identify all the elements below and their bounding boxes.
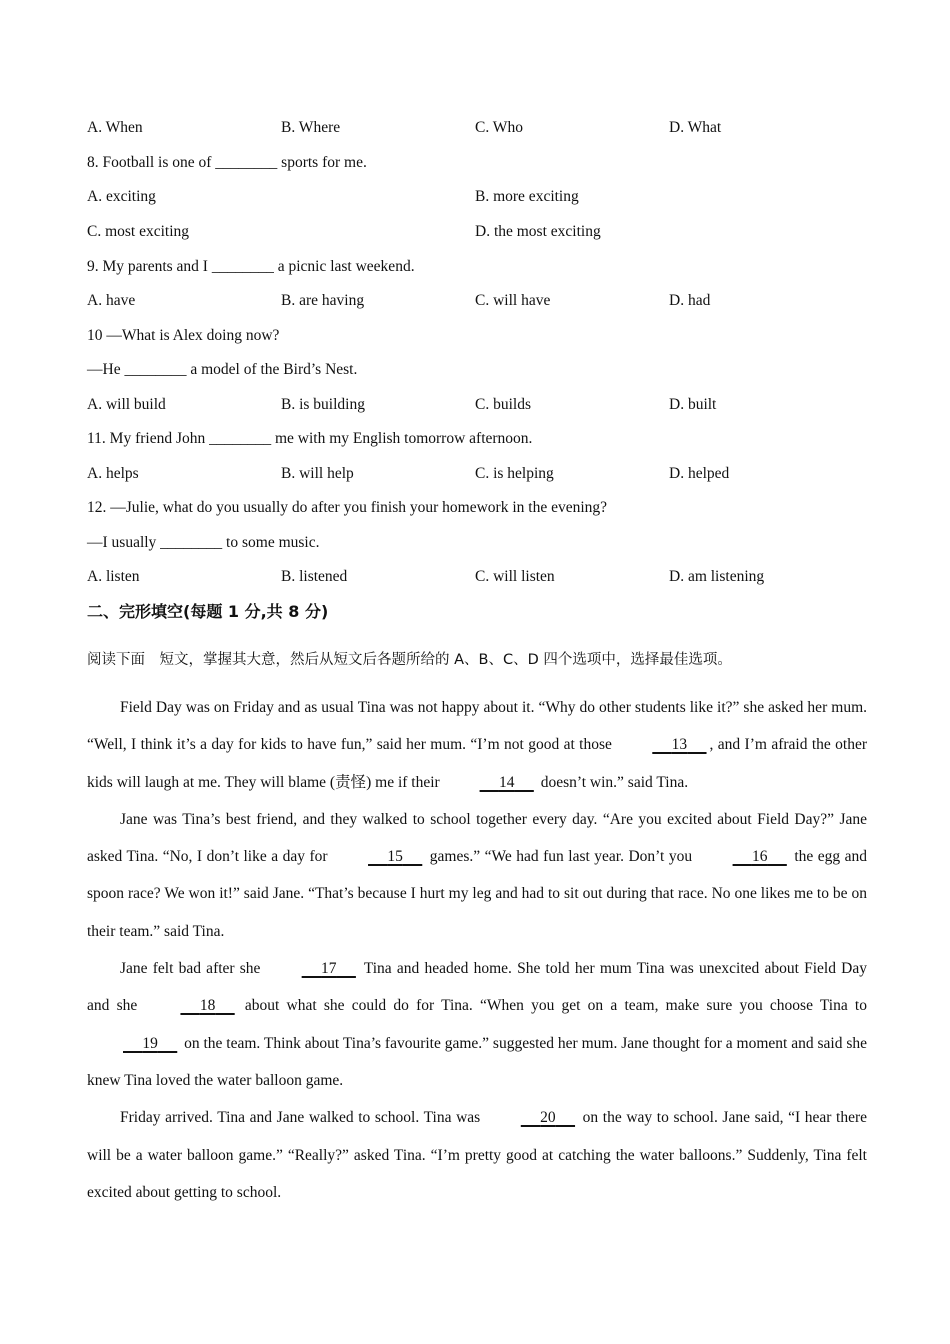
section-heading: 二、完形填空(每题 1 分,共 8 分) bbox=[87, 602, 329, 621]
blank-17: 17 bbox=[321, 960, 337, 978]
q9-option-c: C. will have bbox=[475, 292, 551, 309]
q10-option-c: C. builds bbox=[475, 396, 531, 413]
q11-option-d: D. helped bbox=[669, 465, 730, 482]
blank-15: 15 bbox=[387, 848, 403, 866]
text: Friday arrived. Tina and Jane walked to school. Tina was bbox=[120, 1109, 485, 1127]
q12-option-c: C. will listen bbox=[475, 568, 555, 585]
blank-13: 13 bbox=[671, 736, 688, 754]
q9-option-a: A. have bbox=[87, 292, 136, 309]
text: Jane was Tina’s best friend, and they walked to school together every day. “Are you excited about Field Day?” Jane asked Tina. “No, I don’t like a day for bbox=[87, 810, 867, 866]
text: the egg and spoon race? We won it!” said Jane. “That’s because I hurt my leg and had to sit out during that race. No one likes me to be on their team.” said Tina. bbox=[87, 848, 867, 940]
text: Field Day was on Friday and as usual Tina was not happy about it. “Why do other students like it?” she asked her mum. “Well, I think it’s a day for kids to have fun,” said her mum. “I’m not good at those bbox=[87, 699, 867, 754]
q12-option-b: B. listened bbox=[281, 568, 348, 585]
q11-stem: 11. My friend John ________ me with my English tomorrow afternoon. bbox=[87, 430, 533, 447]
blank-14: 14 bbox=[498, 773, 515, 791]
section-instruction: 阅读下面 短文，掌握其大意，然后从短文后各题所给的 A、B、C、D 四个选项中，选择最佳选项。 bbox=[87, 652, 732, 668]
paragraph-2 bbox=[87, 801, 867, 950]
blank-19: 19 bbox=[142, 1034, 158, 1052]
q10-option-a: A. will build bbox=[87, 396, 166, 413]
q10-option-d: D. built bbox=[669, 396, 717, 413]
blank-16: 16 bbox=[751, 848, 768, 866]
text: Jane felt bad after she bbox=[120, 960, 266, 978]
q8-option-b: B. more exciting bbox=[475, 188, 579, 205]
q9-option-b: B. are having bbox=[281, 292, 365, 309]
q9-option-d: D. had bbox=[669, 292, 711, 309]
q10-stem-2: —He ________ a model of the Bird’s Nest. bbox=[87, 361, 358, 378]
text: , and I’m afraid the other kids will laugh at me. They will blame (责怪) me if their bbox=[87, 736, 868, 791]
text: on the team. Think about Tina’s favourite game.” suggested her mum. Jane thought for a moment and said she knew Tina loved the water balloon game. bbox=[87, 1034, 867, 1089]
paragraph-3 bbox=[87, 950, 867, 1099]
paragraph-1 bbox=[87, 689, 867, 801]
q12-stem: 12. —Julie, what do you usually do after you finish your homework in the evening? bbox=[87, 499, 608, 516]
q11-option-a: A. helps bbox=[87, 465, 139, 482]
text: about what she could do for Tina. “When you get on a team, make sure you choose Tina to bbox=[237, 997, 867, 1015]
q11-option-c: C. is helping bbox=[475, 465, 554, 482]
paragraph-4 bbox=[87, 1099, 867, 1211]
q9-stem: 9. My parents and I ________ a picnic last weekend. bbox=[87, 258, 415, 275]
q11-option-b: B. will help bbox=[281, 465, 354, 482]
q12-stem-2: —I usually ________ to some music. bbox=[87, 534, 320, 551]
q10-option-b: B. is building bbox=[281, 396, 365, 413]
cloze-passage bbox=[87, 689, 867, 1211]
blank-20: 20 bbox=[540, 1109, 556, 1127]
q10-stem: 10 —What is Alex doing now? bbox=[87, 327, 280, 344]
text: games.” “We had fun last year. Don’t you bbox=[425, 848, 697, 866]
q12-option-d: D. am listening bbox=[669, 568, 765, 585]
blank-18: 18 bbox=[199, 997, 216, 1015]
q7-option-d: D. What bbox=[669, 119, 722, 136]
q7-option-b: B. Where bbox=[281, 119, 341, 136]
text: on the way to school. Jane said, “I hear there will be a water balloon game.” “Really?” asked Tina. “I’m pretty good at catching the water balloons.” Suddenly, Tina felt excited about getting to school. bbox=[87, 1109, 867, 1201]
q8-option-d: D. the most exciting bbox=[475, 223, 601, 240]
q12-option-a: A. listen bbox=[87, 568, 140, 585]
q8-option-c: C. most exciting bbox=[87, 223, 190, 240]
q8-stem: 8. Football is one of ________ sports for me. bbox=[87, 154, 367, 171]
text: doesn’t win.” said Tina. bbox=[536, 773, 689, 791]
q7-option-a: A. When bbox=[87, 119, 143, 136]
q7-option-c: C. Who bbox=[475, 119, 523, 136]
q8-option-a: A. exciting bbox=[87, 188, 156, 205]
text: Tina and headed home. She told her mum Tina was unexcited about Field Day and she bbox=[87, 960, 867, 1015]
